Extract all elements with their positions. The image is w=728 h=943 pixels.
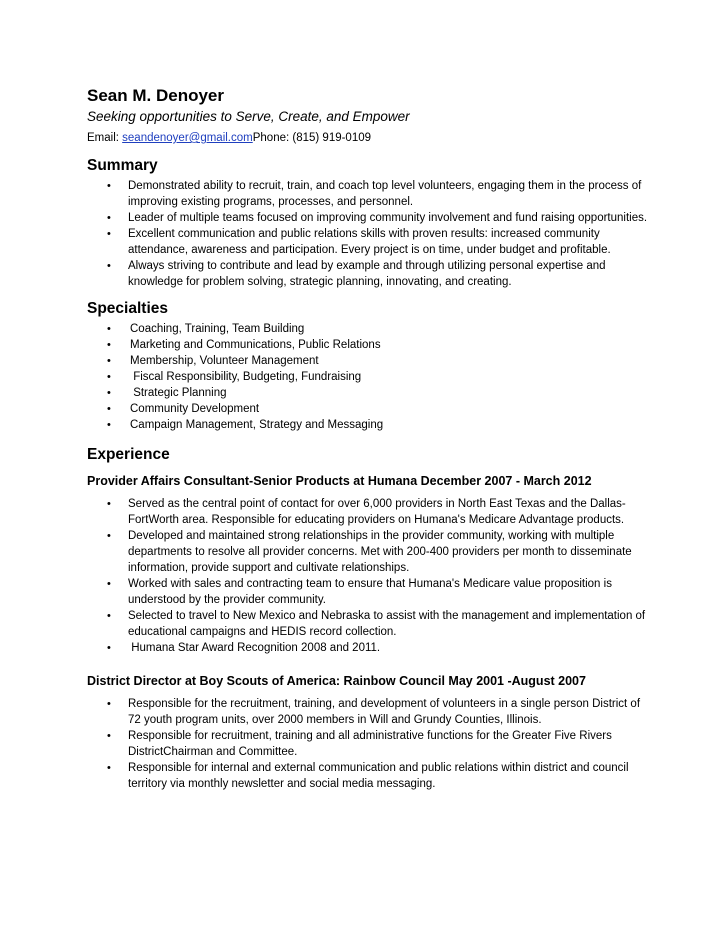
list-item-text: Coaching, Training, Team Building [130,323,305,335]
list-item [87,258,648,290]
summary-heading: Summary [87,157,158,174]
list-item [87,760,648,792]
bullet-icon: • [107,180,111,192]
email-link[interactable]: seandenoyer@gmail.com [122,132,253,144]
bullet-icon: • [107,323,111,335]
list-item [87,640,648,656]
bullet-icon: • [107,260,111,272]
bullet-icon: • [107,498,111,510]
email-label: Email: [87,132,123,144]
list-item-text: Community Development [130,403,260,415]
list-item-text: Always striving to contribute and lead by example and through utilizing personal expertise and knowledge for problem solving, strategic planning, innovating, and creating. [128,260,606,288]
boy-scouts-duties-list [87,696,648,792]
list-item [87,210,648,226]
bullet-icon: • [107,403,111,415]
bullet-icon: • [107,642,111,654]
bullet-icon: • [107,578,111,590]
list-item-text: Membership, Volunteer Management [130,355,319,367]
candidate-tagline: Seeking opportunities to Serve, Create, and Empower [87,109,410,124]
bullet-icon: • [107,228,111,240]
list-item [87,401,648,417]
list-item [87,608,648,640]
list-item [87,369,648,385]
list-item-text: Served as the central point of contact for over 6,000 providers in North East Texas and the Dallas-FortWorth area. Responsible for educating providers on Humana's Medicare Advantage products. [128,498,626,526]
list-item [87,178,648,210]
list-item-text: Responsible for recruitment, training and all administrative functions for the Greater Five Rivers DistrictChairman and Committee. [128,730,612,758]
list-item [87,385,648,401]
list-item [87,353,648,369]
summary-list [87,178,648,290]
specialties-heading: Specialties [87,300,168,317]
list-item [87,528,648,576]
list-item [87,576,648,608]
bullet-icon: • [107,419,111,431]
phone-text: Phone: (815) 919-0109 [252,132,372,144]
bullet-icon: • [107,610,111,622]
contact-line [87,129,648,147]
list-item [87,337,648,353]
list-item [87,728,648,760]
list-item-text: Strategic Planning [130,387,227,399]
list-item [87,226,648,258]
list-item-text: Worked with sales and contracting team to ensure that Humana's Medicare value proposition is understood by the provider community. [128,578,612,606]
bullet-icon: • [107,212,111,224]
bullet-icon: • [107,371,111,383]
list-item-text: Excellent communication and public relations skills with proven results: increased community attendance, awareness and participation. Every project is on time, under budget and profitable. [128,228,611,256]
list-item-text: Leader of multiple teams focused on improving community involvement and fund raising opportunities. [128,212,648,224]
bullet-icon: • [107,730,111,742]
list-item-text: Responsible for the recruitment, training, and development of volunteers in a single person District of 72 youth program units, over 2000 members in Will and Grundy Counties, Illinois. [128,698,641,726]
list-item [87,321,648,337]
list-item-text: Marketing and Communications, Public Relations [130,339,381,351]
job-title-boy-scouts: District Director at Boy Scouts of America: Rainbow Council May 2001 -August 2007 [87,674,586,688]
bullet-icon: • [107,698,111,710]
list-item [87,417,648,433]
bullet-icon: • [107,339,111,351]
humana-duties-list [87,496,648,656]
list-item [87,696,648,728]
experience-heading: Experience [87,446,170,463]
specialties-list [87,321,648,433]
list-item-text: Humana Star Award Recognition 2008 and 2011. [128,642,381,654]
list-item-text: Fiscal Responsibility, Budgeting, Fundraising [130,371,362,383]
list-item-text: Developed and maintained strong relationships in the provider community, working with multiple departments to resolve all provider concerns. Met with 200-400 providers per month to disseminate information, provide support and cultivate relationships. [128,530,632,574]
list-item-text: Responsible for internal and external communication and public relations within district and council territory via monthly newsletter and social media messaging. [128,762,629,790]
bullet-icon: • [107,530,111,542]
bullet-icon: • [107,355,111,367]
list-item-text: Demonstrated ability to recruit, train, and coach top level volunteers, engaging them in the process of improving existing programs, processes, and personnel. [128,180,642,208]
list-item-text: Selected to travel to New Mexico and Nebraska to assist with the management and implementation of educational campaigns and HEDIS record collection. [128,610,646,638]
candidate-name: Sean M. Denoyer [87,86,224,105]
job-title-humana: Provider Affairs Consultant-Senior Products at Humana December 2007 - March 2012 [87,474,592,488]
list-item [87,496,648,528]
bullet-icon: • [107,762,111,774]
bullet-icon: • [107,387,111,399]
list-item-text: Campaign Management, Strategy and Messaging [130,419,384,431]
